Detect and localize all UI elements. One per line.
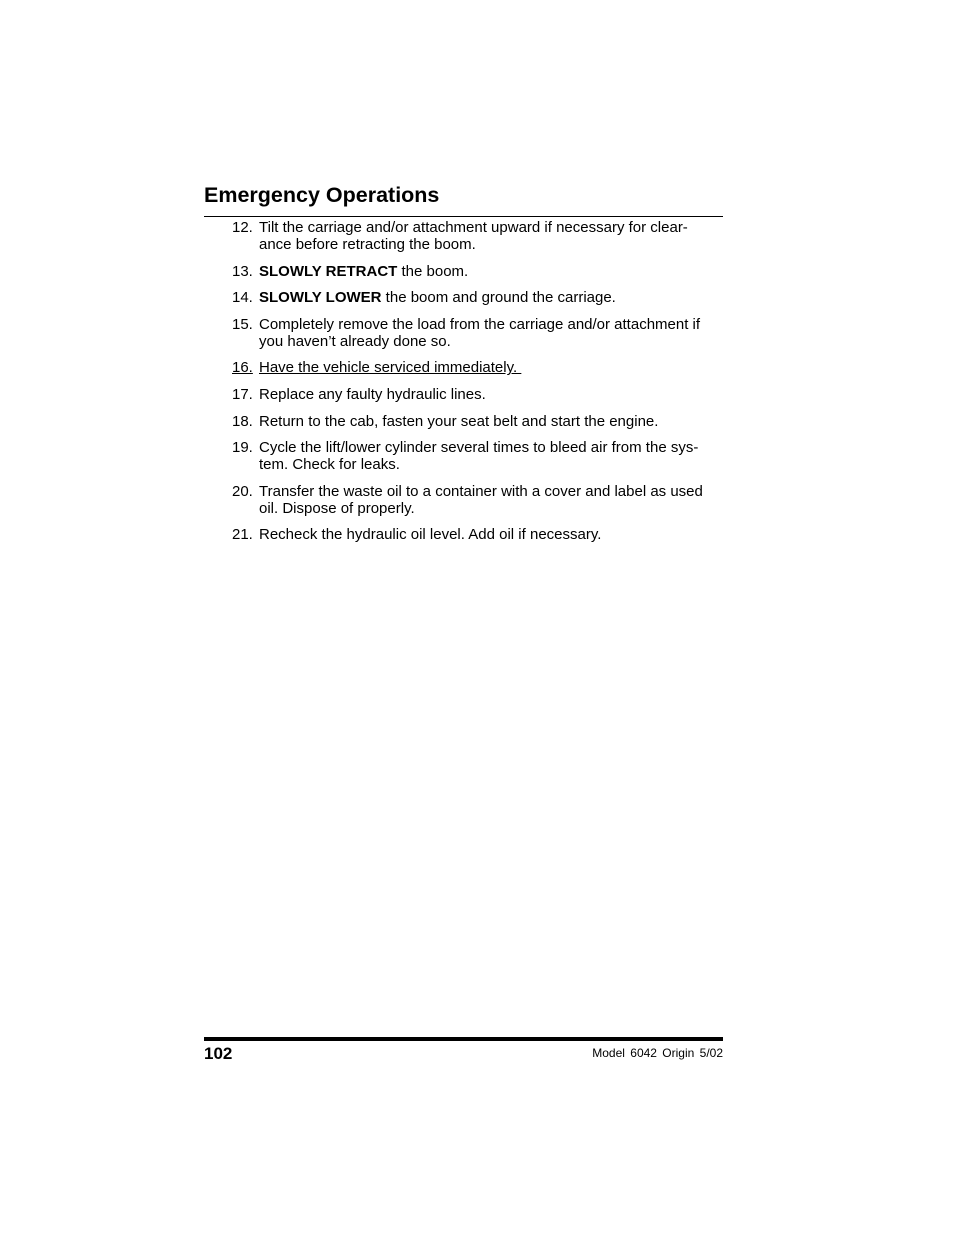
model-info: Model 6042 Origin 5/02	[592, 1046, 723, 1060]
step-text: Return to the cab, fasten your seat belt and start the engine.	[259, 412, 659, 430]
footer-divider	[204, 1037, 723, 1041]
step-12	[204, 219, 723, 253]
step-text: Replace any faulty hydraulic lines.	[259, 385, 486, 403]
step-number: 18.	[232, 412, 253, 430]
step-text: Tilt the carriage and/or attachment upward if necessary for clear- ance before retracting the boom.	[259, 219, 688, 253]
step-13	[204, 263, 723, 280]
title-divider	[204, 216, 723, 217]
step-17	[204, 386, 723, 403]
step-text: the boom.	[397, 262, 469, 280]
step-18	[204, 413, 723, 430]
step-19	[204, 439, 723, 473]
step-emphasis: SLOWLY RETRACT	[259, 262, 398, 280]
step-number: 21.	[232, 526, 253, 544]
step-number: 12.	[232, 219, 253, 236]
section-title: Emergency Operations	[204, 183, 440, 207]
step-number: 20.	[232, 482, 253, 500]
step-number: 19.	[232, 439, 253, 457]
page-number: 102	[204, 1044, 233, 1063]
step-text: Have the vehicle serviced immediately.	[259, 359, 522, 377]
step-20	[204, 483, 723, 517]
procedure-steps	[204, 219, 723, 553]
step-15	[204, 316, 723, 350]
step-number: 15.	[232, 315, 253, 333]
step-text: Transfer the waste oil to a container with a cover and label as used oil. Dispose of properly.	[259, 482, 703, 517]
step-text: the boom and ground the carriage.	[381, 289, 616, 307]
step-16	[204, 359, 723, 376]
step-number: 16.	[232, 359, 253, 377]
step-number: 14.	[232, 289, 253, 307]
step-text: Completely remove the load from the carriage and/or attachment if you haven’t already done so.	[259, 315, 701, 350]
step-number: 13.	[232, 262, 253, 280]
step-emphasis: SLOWLY LOWER	[259, 289, 382, 307]
step-14	[204, 289, 723, 306]
step-21	[204, 526, 723, 543]
step-text: Cycle the lift/lower cylinder several times to bleed air from the sys- tem. Check for leaks.	[259, 439, 699, 474]
step-number: 17.	[232, 385, 253, 403]
step-text: Recheck the hydraulic oil level. Add oil if necessary.	[259, 526, 602, 544]
